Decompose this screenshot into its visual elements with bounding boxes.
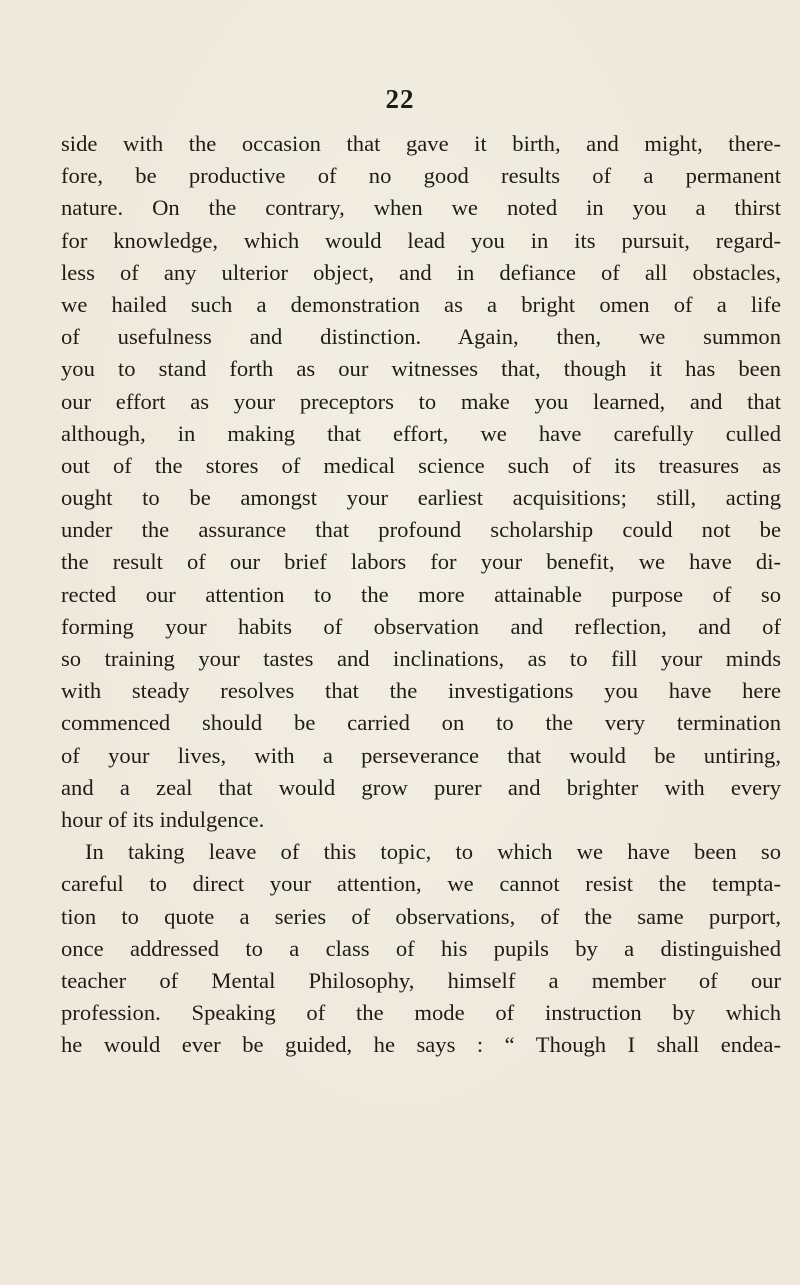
text-line: we hailed such a demonstration as a bright omen of a life bbox=[61, 291, 781, 317]
text-line: tion to quote a series of observations, of the same purport, bbox=[61, 903, 781, 929]
text-line: you to stand forth as our witnesses that, though it has been bbox=[61, 356, 781, 382]
body-text bbox=[61, 128, 781, 1061]
paragraph-start-line: In taking leave of this topic, to which we have been so bbox=[85, 839, 781, 865]
paragraph-end-line: hour of its indulgence. bbox=[61, 806, 265, 832]
page-number: 22 bbox=[385, 84, 415, 114]
text-line: our effort as your preceptors to make you learned, and that bbox=[61, 388, 781, 414]
text-line: for knowledge, which would lead you in its pursuit, regard- bbox=[61, 227, 781, 253]
text-line: with steady resolves that the investigations you have here bbox=[61, 678, 781, 704]
text-line: rected our attention to the more attainable purpose of so bbox=[61, 581, 781, 607]
text-line: so training your tastes and inclinations, as to fill your minds bbox=[61, 646, 781, 671]
text-line: ought to be amongst your earliest acquisitions; still, acting bbox=[61, 485, 781, 511]
text-line: careful to direct your attention, we cannot resist the tempta- bbox=[61, 871, 781, 897]
text-line: forming your habits of observation and reflection, and of bbox=[61, 613, 781, 639]
text-line: side with the occasion that gave it birth, and might, there- bbox=[61, 131, 781, 156]
text-line: commenced should be carried on to the very termination bbox=[61, 710, 781, 736]
text-line: once addressed to a class of his pupils by a distinguished bbox=[61, 935, 781, 961]
text-line: he would ever be guided, he says : “ Though I shall endea- bbox=[61, 1032, 781, 1058]
text-line: although, in making that effort, we have carefully culled bbox=[61, 420, 781, 446]
text-line: out of the stores of medical science such of its treasures as bbox=[61, 452, 781, 478]
text-line: and a zeal that would grow purer and brighter with every bbox=[61, 774, 781, 800]
text-line: profession. Speaking of the mode of instruction by which bbox=[61, 1000, 781, 1026]
text-line: the result of our brief labors for your benefit, we have di- bbox=[61, 549, 781, 575]
text-line: teacher of Mental Philosophy, himself a member of our bbox=[61, 967, 781, 993]
text-line: nature. On the contrary, when we noted in you a thirst bbox=[61, 195, 781, 221]
text-line: of your lives, with a perseverance that would be untiring, bbox=[61, 742, 781, 768]
text-line: under the assurance that profound scholarship could not be bbox=[61, 517, 781, 543]
text-line: less of any ulterior object, and in defiance of all obstacles, bbox=[61, 259, 781, 285]
text-line: of usefulness and distinction. Again, then, we summon bbox=[61, 324, 781, 350]
text-line: fore, be productive of no good results of a permanent bbox=[61, 163, 781, 189]
